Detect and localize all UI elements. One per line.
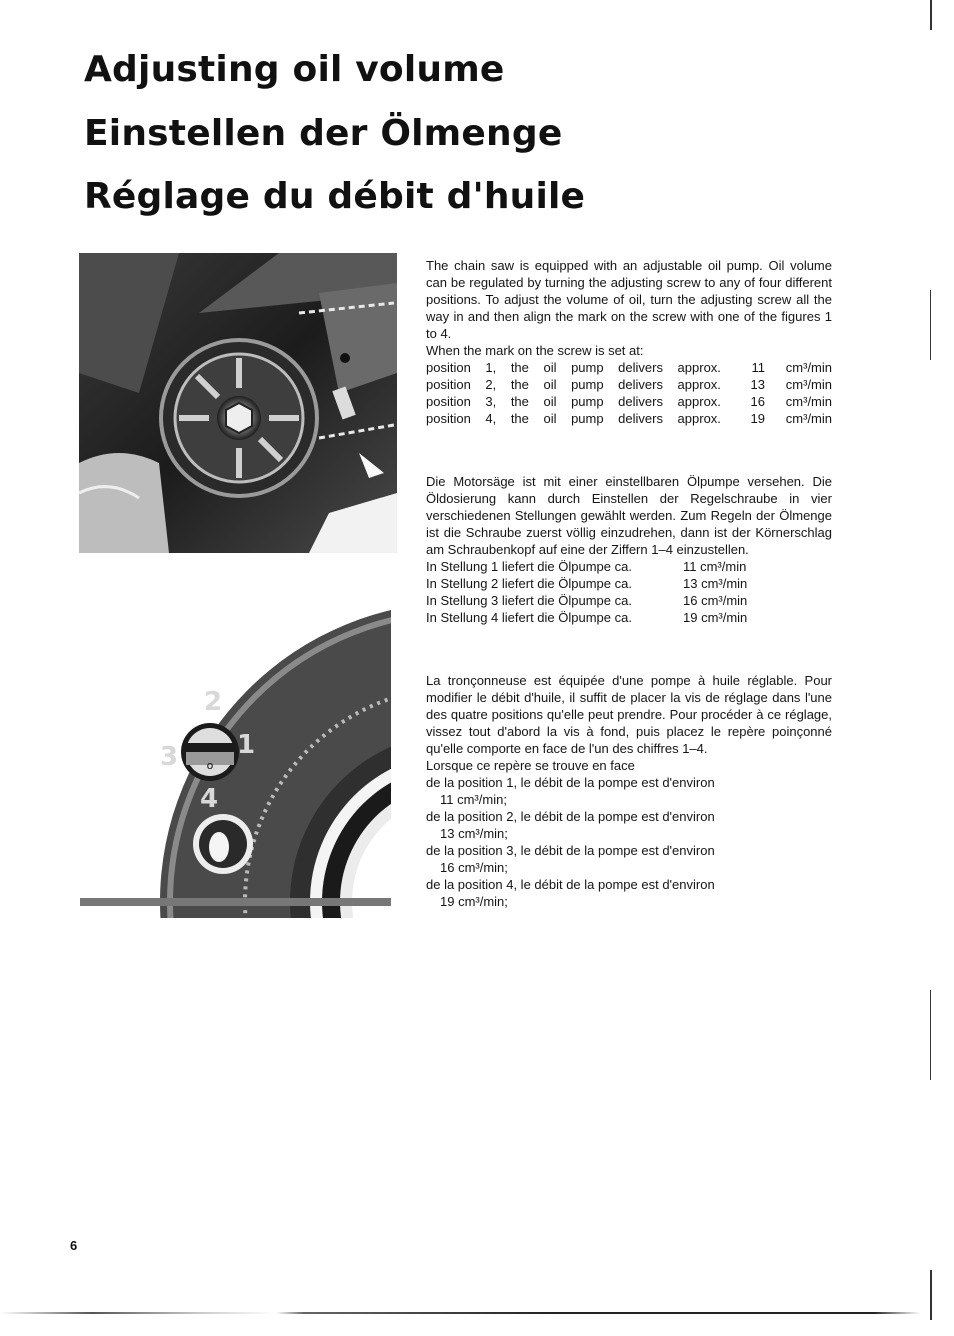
english-position-word: position [426,394,471,409]
english-position-word: delivers [618,377,663,392]
english-position-word: position [426,411,471,426]
english-position-word: the [510,411,529,426]
german-position-value: 11 cm³/min [683,559,747,574]
english-position-unit: cm³/min [785,394,832,409]
french-position-value: 11 cm³/min; [440,792,507,807]
english-position-word: position [426,360,471,375]
french-intro: La tronçonneuse est équipée d'une pompe à huile réglable. Pour modifier le débit d'huile, il suffit de placer la vis de réglage dans l'une des quatre positions qu'elle peut prendre. Pour procéder à ce réglage, vissez tout d'abord la vis à fond, puis placez le repère poinçonné qu'elle comporte en face de l'un des chiffres 1–4. [426,673,832,756]
german-position-label: In Stellung 4 liefert die Ölpumpe ca. [426,610,632,625]
german-intro: Die Motorsäge ist mit einer einstellbaren Ölpumpe versehen. Die Öldosierung kann durch Einstellen der Regelschraube in vier verschiedenen Stellungen gewählt werden. Zum Regeln der Ölmenge ist die Schraube zuerst völlig einzudrehen, dann ist der Körnerschlag am Schraubenkopf auf eine der Ziffern 1–4 einzustellen. [426,474,832,557]
german-position-row [426,609,832,626]
section-english [426,257,832,427]
english-position-word: pump [571,360,604,375]
english-position-word: the [510,394,529,409]
english-position-unit: cm³/min [785,360,832,375]
english-position-word: approx. [677,360,721,375]
dial-number-2: 2 [204,687,223,717]
french-lead: Lorsque ce repère se trouve en face [426,758,635,773]
german-position-label: In Stellung 2 liefert die Ölpumpe ca. [426,576,632,591]
english-position-word: 4, [485,411,497,426]
english-position-row [426,359,832,376]
scan-margin-mark [930,990,931,1080]
screw-mark: o [206,759,214,772]
english-position-row [426,410,832,427]
photo-adjusting-dial-drawing [80,602,391,918]
english-position-word: oil [543,360,557,375]
english-position-word: pump [571,394,604,409]
german-position-value: 13 cm³/min [683,576,748,591]
english-position-value: 16 [750,394,765,409]
english-position-word: 2, [485,377,497,392]
scan-margin-mark [930,1270,932,1320]
german-position-value: 19 cm³/min [683,610,748,625]
page-number: 6 [70,1238,78,1253]
english-position-value: 19 [750,411,765,426]
english-position-word: oil [543,411,557,426]
english-position-word: position [426,377,471,392]
photo-oil-pump-drawing [79,253,397,553]
english-position-word: oil [543,377,557,392]
english-position-word: the [510,377,529,392]
scan-margin-mark [930,290,931,360]
english-position-word: 3, [485,394,497,409]
dial-number-1: 1 [237,730,256,760]
dial-number-3: 3 [160,742,179,772]
english-position-word: approx. [677,394,721,409]
german-position-row [426,575,832,592]
title-german: Einstellen der Ölmenge [84,113,563,154]
french-position-value: 13 cm³/min; [440,826,508,841]
german-position-row [426,558,832,575]
french-position-item [426,876,832,910]
english-position-word: oil [543,394,557,409]
english-position-word: approx. [677,377,721,392]
english-position-word: delivers [618,394,663,409]
german-position-label: In Stellung 3 liefert die Ölpumpe ca. [426,593,632,608]
english-position-unit: cm³/min [785,377,832,392]
french-position-item [426,774,832,808]
french-position-label: de la position 4, le débit de la pompe est d'environ [426,877,715,892]
section-french [426,672,832,910]
english-lead: When the mark on the screw is set at: [426,343,644,358]
french-position-value: 16 cm³/min; [440,860,508,875]
english-position-word: 1, [485,360,497,375]
german-position-label: In Stellung 1 liefert die Ölpumpe ca. [426,559,632,574]
english-position-row [426,393,832,410]
english-position-unit: cm³/min [785,411,832,426]
english-position-value: 13 [750,377,765,392]
french-position-label: de la position 2, le débit de la pompe est d'environ [426,809,715,824]
english-position-word: approx. [677,411,721,426]
section-german [426,473,832,626]
dial-number-4: 4 [200,784,219,814]
title-french: Réglage du débit d'huile [84,176,586,217]
french-position-item [426,808,832,842]
french-position-label: de la position 1, le débit de la pompe est d'environ [426,775,715,790]
english-position-word: pump [571,411,604,426]
english-position-word: the [510,360,529,375]
german-position-row [426,592,832,609]
german-position-value: 16 cm³/min [683,593,748,608]
french-position-value: 19 cm³/min; [440,894,508,909]
english-intro: The chain saw is equipped with an adjustable oil pump. Oil volume can be regulated by turning the adjusting screw to any of four different positions. To adjust the volume of oil, turn the adjusting screw all the way in and then align the mark on the screw with one of the figures 1 to 4. [426,258,832,341]
photo-oil-pump [79,253,397,553]
english-position-value: 11 [751,360,765,375]
french-position-label: de la position 3, le débit de la pompe est d'environ [426,843,715,858]
english-position-word: delivers [618,360,663,375]
english-position-row [426,376,832,393]
scan-edge-line [0,1312,920,1314]
french-position-item [426,842,832,876]
english-position-word: delivers [618,411,663,426]
photo-adjusting-dial [80,602,391,918]
scan-margin-mark [930,0,932,30]
title-english: Adjusting oil volume [84,49,505,90]
english-position-word: pump [571,377,604,392]
